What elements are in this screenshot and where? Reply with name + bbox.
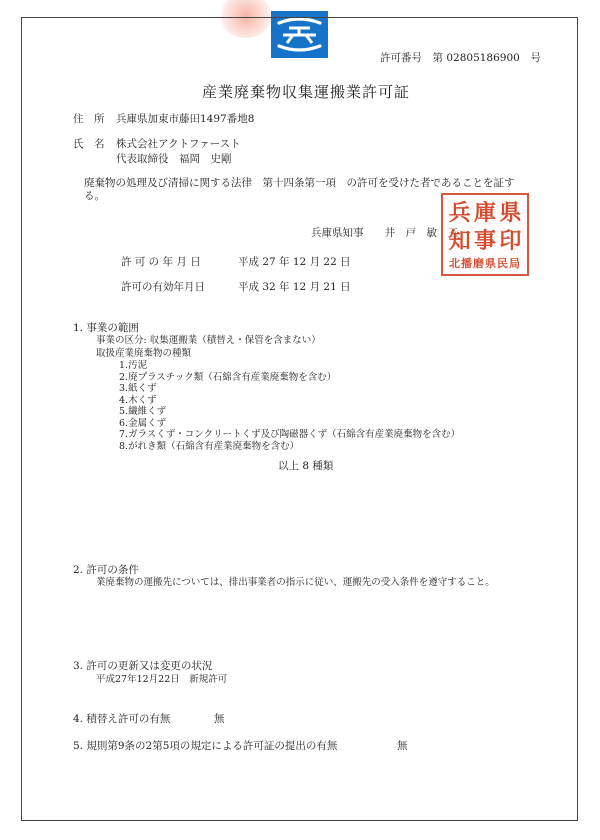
seal-char: 印 [499, 228, 522, 254]
seal-char: 庫 [473, 200, 496, 226]
seal-bottom-text: 北播磨県民局 [449, 257, 521, 270]
issuer-name: 兵庫県知事 井 戸 敏 三 [311, 227, 458, 239]
address-value: 兵庫県加東市藤田1497番地8 [116, 113, 255, 125]
section3-heading: 3. 許可の更新又は変更の状況 [73, 660, 213, 672]
business-category: 事業の区分: 収集運搬業（積替え・保管を含まない） [96, 335, 321, 346]
waste-item: 2.廃プラスチック類（石綿含有産業廃棄物を含む） [119, 371, 337, 383]
address-label: 住 所 [73, 113, 105, 125]
document-title: 産業廃棄物収集運搬業許可証 [202, 83, 411, 101]
company-name: 株式会社アクトファースト [116, 138, 241, 150]
official-seal [441, 193, 529, 276]
section2-heading: 2. 許可の条件 [73, 564, 139, 576]
seal-char: 事 [473, 228, 496, 254]
permit-date-value: 平成 27 年 12 月 22 日 [238, 256, 351, 268]
waste-item: 6.金属くず [119, 417, 167, 429]
waste-types-heading: 取扱産業廃棄物の種類 [96, 348, 192, 359]
statement-line-1: 廃棄物の処理及び清掃に関する法律 第十四条第一項 の許可を受けた者であることを証す [84, 177, 515, 189]
waste-types-total: 以上 8 種類 [278, 460, 334, 472]
renewal-status-text: 平成27年12月22日 新規許可 [96, 674, 228, 685]
statement-line-2: る。 [84, 190, 105, 202]
section1-heading: 1. 事業の範囲 [73, 322, 139, 334]
section5-value: 無 [397, 740, 408, 752]
seal-char: 県 [499, 200, 522, 226]
name-label: 氏 名 [73, 138, 105, 150]
section4-value: 無 [214, 713, 225, 725]
seal-char: 知 [448, 228, 471, 254]
section4-heading: 4. 積替え許可の有無 [73, 713, 171, 725]
waste-item: 1.汚泥 [119, 360, 148, 371]
waste-item: 3.紙くず [119, 383, 157, 394]
waste-item: 8.がれき類（石綿含有産業廃棄物を含む） [119, 440, 300, 452]
representative-name: 代表取締役 福岡 史剛 [116, 153, 232, 165]
valid-until-label: 許可の有効年月日 [121, 281, 205, 293]
waste-item: 4.木くず [119, 394, 157, 406]
waste-item: 7.ガラスくず・コンクリートくず及び陶磁器くず（石綿含有産業廃棄物を含む） [119, 429, 461, 440]
permit-date-label: 許 可 の 年 月 日 [121, 256, 201, 268]
valid-until-value: 平成 32 年 12 月 21 日 [238, 281, 351, 293]
permit-number: 許可番号 第 02805186900 号 [380, 52, 541, 64]
waste-item: 5.繊維くず [119, 406, 167, 417]
section5-heading: 5. 規則第9条の2第5項の規定による許可証の提出の有無 [73, 740, 338, 752]
seal-char: 兵 [448, 200, 471, 226]
permit-conditions-text: 業廃棄物の運搬先については、排出事業者の指示に従い、運搬先の受入条件を遵守すること。 [96, 577, 495, 588]
